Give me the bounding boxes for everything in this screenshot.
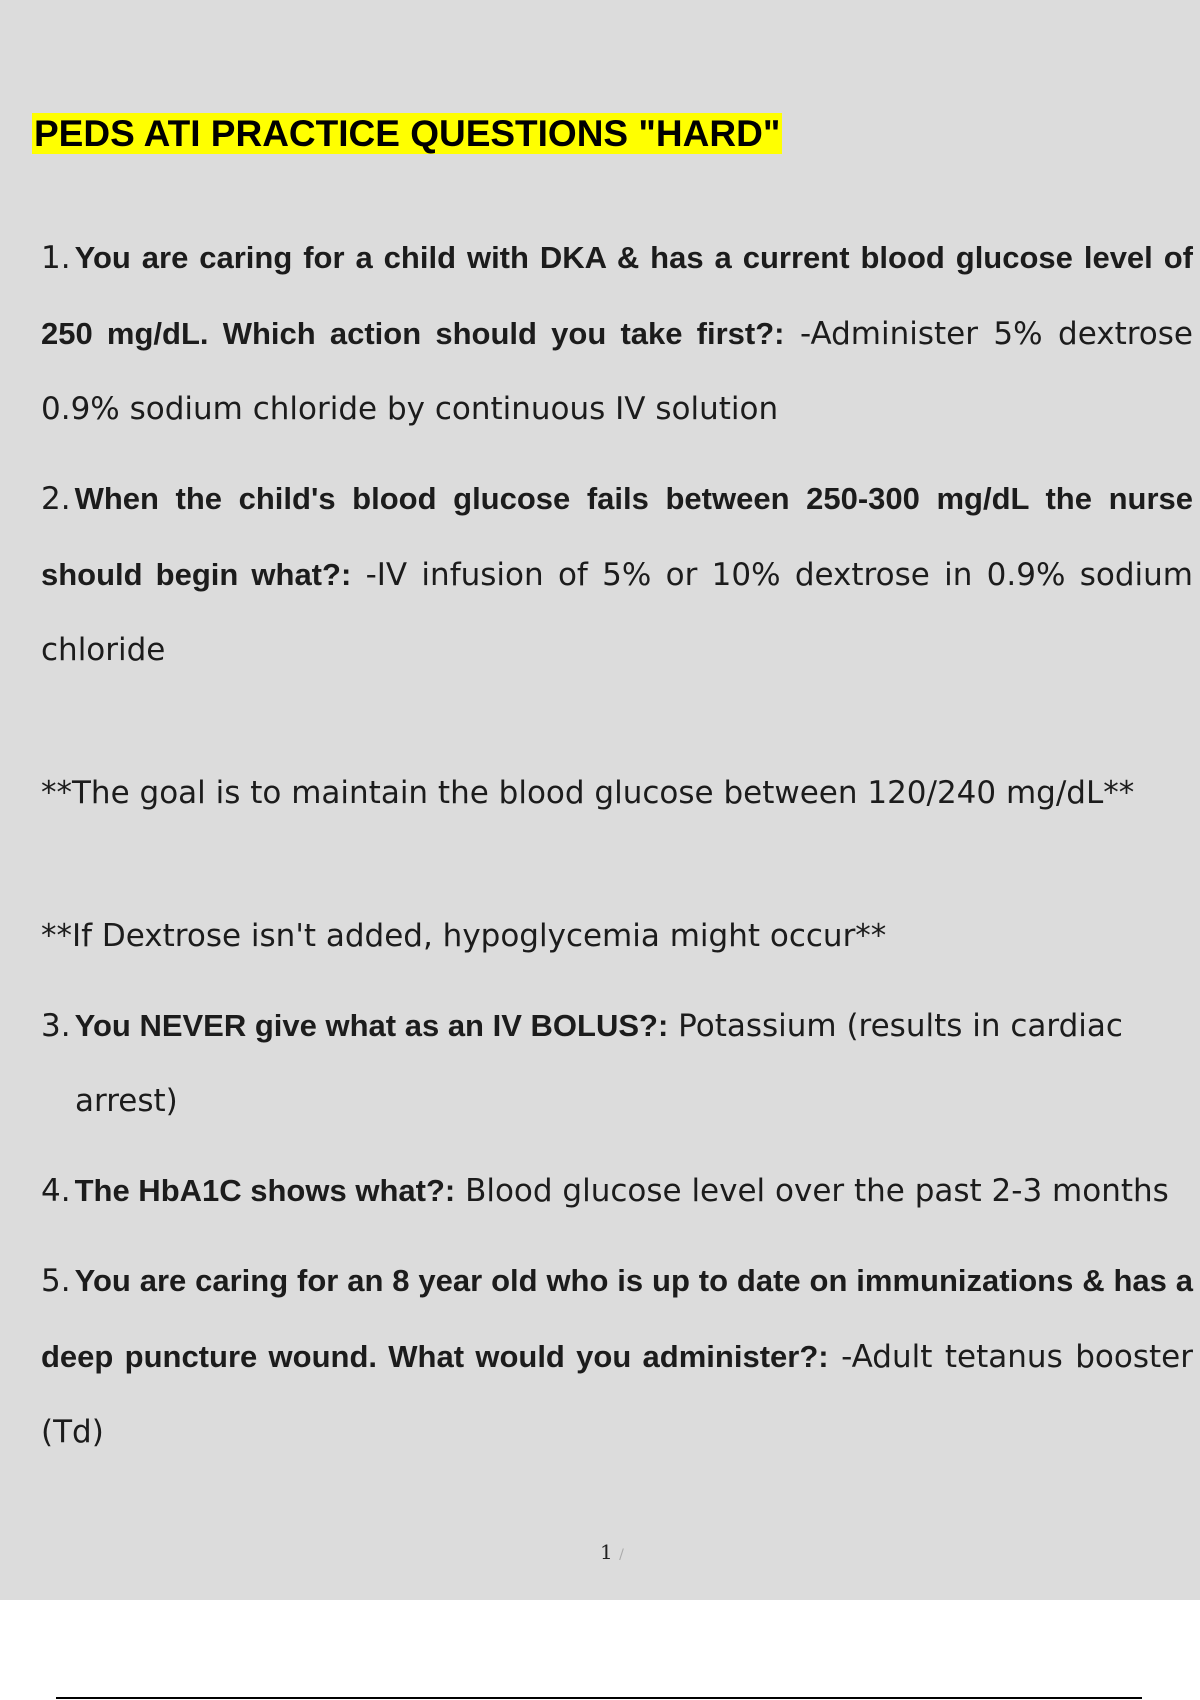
question-text: The HbA1C shows what?: [74, 1173, 456, 1208]
answer-text: Blood glucose level over the past 2-3 months [455, 1173, 1169, 1209]
question-text: When the child's blood glucose fails between 250-300 mg/dL the nurse should begin what?: [41, 481, 1193, 592]
title-highlight: PEDS ATI PRACTICE QUESTIONS "HARD" [34, 113, 781, 154]
answer-text: Potassium (results in cardiac arrest) [75, 1008, 1123, 1119]
question-item-3 [41, 988, 1193, 1139]
question-number: 1. [41, 240, 71, 276]
page-number [600, 1540, 624, 1564]
question-item-4 [41, 1153, 1193, 1229]
document-title [32, 110, 782, 158]
question-number: 5. [41, 1263, 71, 1299]
question-item-1 [41, 220, 1193, 447]
page-number-separator: / [619, 1547, 624, 1563]
question-text: You are caring for an 8 year old who is up to date on immunizations & has a deep puncture wound. What would you administer?: [41, 1263, 1193, 1374]
document-body [41, 220, 1193, 1470]
note-dextrose: **If Dextrose isn't added, hypoglycemia might occur** [41, 918, 887, 954]
note-glucose-goal: **The goal is to maintain the blood glucose between 120/240 mg/dL** [41, 775, 1135, 811]
next-page-divider [56, 1697, 1142, 1699]
question-text: You NEVER give what as an IV BOLUS?: [74, 1008, 669, 1043]
question-number: 4. [41, 1173, 71, 1209]
question-number: 3. [41, 1008, 71, 1044]
question-text: You are caring for a child with DKA & has a current blood glucose level of 250 mg/dL. Which action should you take first?: [41, 240, 1193, 351]
question-number: 2. [41, 481, 71, 517]
question-item-5 [41, 1243, 1193, 1470]
answer-text: -IV infusion of 5% or 10% dextrose in 0.9% sodium chloride [41, 557, 1194, 668]
question-item-2 [41, 461, 1193, 688]
answer-text: -Administer 5% dextrose 0.9% sodium chloride by continuous IV solution [41, 316, 1193, 427]
answer-text: -Adult tetanus booster (Td) [41, 1339, 1193, 1450]
page-number-value: 1 [600, 1540, 613, 1564]
